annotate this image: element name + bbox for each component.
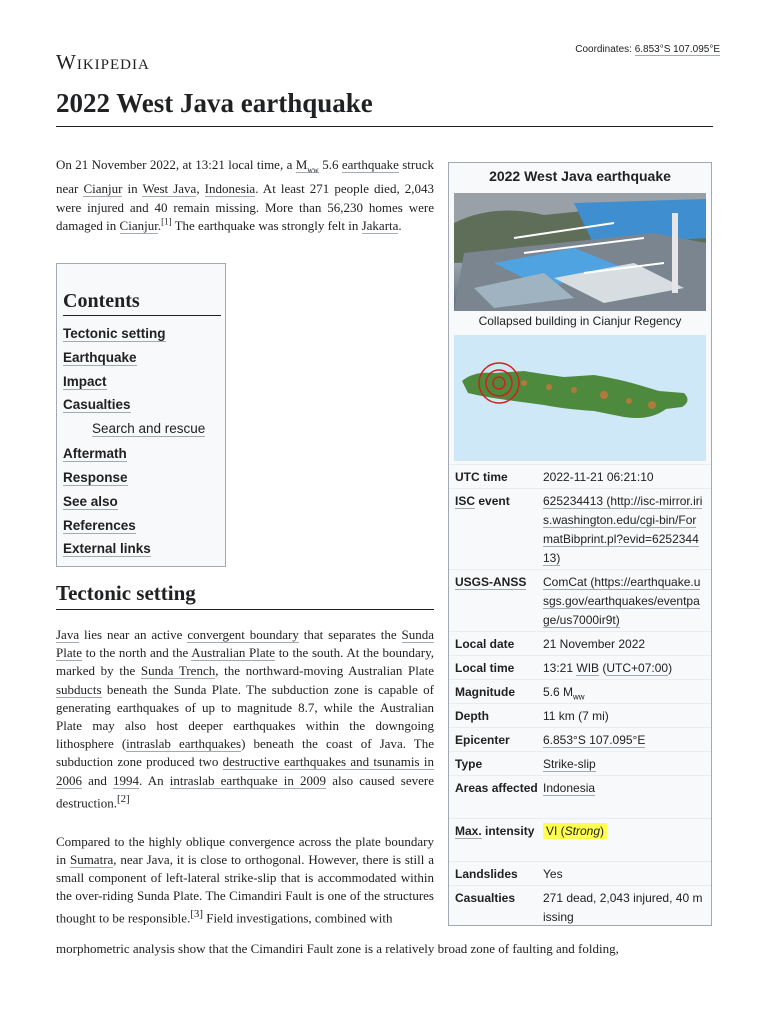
moment-magnitude-link[interactable]: $M_{ww}$	[295, 157, 319, 175]
row-key: UTC time	[455, 470, 508, 484]
tectonic-paragraph-2: Compared to the highly oblique convergence across the plate boundary in Sumatra, near Java, it is close to orthogonal. However, there is still a small component of left-lateral strike-slip that is accommodated within the over-riding Sunda Plate. The Cimandiri Fault is one of the structures thought to be responsible.[3] Field investigations, combined with	[56, 834, 434, 926]
table-of-contents	[56, 263, 226, 567]
infobox-row-local-time	[449, 655, 711, 679]
infobox-row-usgs-anss	[449, 569, 711, 631]
reference-2[interactable]: [2]	[117, 792, 130, 805]
row-value: 11 km (7 mi)	[543, 709, 609, 723]
page-title: 2022 West Java earthquake	[56, 88, 373, 118]
toc-item-aftermath[interactable]: Aftermath	[63, 446, 127, 462]
intraslab-earthquakes-link[interactable]: intraslab earthquakes	[126, 736, 242, 752]
toc-item-impact[interactable]: Impact	[63, 373, 107, 389]
java-link[interactable]: Java	[56, 627, 80, 642]
sunda-trench-link[interactable]: Sunda Trench	[140, 663, 216, 679]
row-key: Epicenter	[455, 733, 510, 747]
row-value: Yes	[543, 867, 563, 881]
cianjur-link[interactable]: Cianjur	[83, 181, 123, 197]
isc-event-link[interactable]: 625234413 (http://isc-mirror.iris.washington.edu/cgi-bin/FormatBibprint.pl?evid=625234413)	[543, 494, 703, 565]
text: On 21 November 2022, at 13:21 local time, a	[56, 157, 296, 172]
convergent-boundary-link[interactable]: convergent boundary	[187, 627, 299, 642]
intro-paragraph	[56, 156, 434, 236]
toc-item-references[interactable]: References	[63, 517, 136, 533]
infobox-row-casualties	[449, 885, 711, 928]
row-value	[539, 752, 711, 775]
infobox-row-depth	[449, 703, 711, 727]
indonesia-area-link[interactable]: Indonesia	[543, 781, 596, 795]
australian-plate-link[interactable]: Australian Plate	[191, 645, 276, 661]
indonesia-link[interactable]: Indonesia	[204, 181, 256, 197]
tectonic-paragraph-2-continued: morphometric analysis show that the Cimandiri Fault zone is a relatively broad zone of faulting and folding,	[56, 941, 619, 956]
isc-link[interactable]: ISC	[455, 494, 476, 508]
row-key: Casualties	[455, 891, 516, 905]
reference-3[interactable]: [3]	[190, 908, 203, 920]
infobox-row-isc-event	[449, 488, 711, 569]
infobox-row-epicenter	[449, 727, 711, 751]
row-key: Depth	[455, 709, 489, 723]
title-divider	[56, 126, 713, 127]
infobox-row-type	[449, 751, 711, 775]
row-value	[539, 819, 711, 861]
sumatra-link[interactable]: Sumatra	[69, 852, 114, 867]
row-key	[449, 570, 539, 631]
row-key: Local time	[455, 661, 515, 675]
row-key: Areas affected	[455, 781, 538, 795]
utc-offset-link[interactable]: UTC+07:00	[606, 661, 669, 675]
tectonic-paragraph-1: Java lies near an active convergent boundary that separates the Sunda Plate to the north and the Australian Plate to the south. At the boundary, marked by the Sunda Trench, the northward-moving Australian Plate subducts beneath the Sunda Plate. The subduction zone is capable of generating earthquakes of up to magnitude 8.7, while the Australian Plate may also host deeper earthquakes within the downgoing lithosphere (intraslab earthquakes) beneath the coast of Java. The subduction zone produced two destructive earthquakes and tsunamis in 2006 and 1994. An intraslab earthquake in 2009 also caused severe destruction.[2]	[56, 627, 435, 811]
row-value: 2022-11-21 06:21:10	[543, 470, 654, 484]
infobox-row-utc-time	[449, 464, 711, 488]
infobox	[448, 162, 712, 926]
row-key: Max. intensity	[455, 824, 535, 838]
text: struck near	[56, 157, 435, 197]
collapsed-building-photo[interactable]	[454, 193, 706, 311]
infobox-rows	[449, 464, 711, 928]
subducts-link[interactable]: subducts	[56, 681, 102, 697]
epicenter-map[interactable]	[454, 335, 706, 461]
wib-link[interactable]: WIB	[576, 661, 600, 675]
infobox-row-max-intensity	[449, 818, 711, 861]
row-value	[539, 570, 711, 631]
row-value	[539, 489, 711, 569]
text: .	[157, 218, 162, 234]
photo-caption: Collapsed building in Cianjur Regency	[478, 314, 682, 328]
row-key: ISC event	[455, 494, 510, 508]
toc-item-response[interactable]: Response	[63, 469, 128, 485]
toc-item-casualties[interactable]: Casualties	[63, 397, 131, 413]
toc-item-search-and-rescue[interactable]: Search and rescue	[92, 421, 206, 437]
text: . At least 271 people died, 2,043 were injured and 40 remain missing. More than 56,230 homes were damaged in	[56, 181, 435, 234]
coordinates-link[interactable]: 6.853°S 107.095°E	[634, 44, 720, 55]
infobox-row-landslides	[449, 861, 711, 885]
row-key: Type	[455, 757, 483, 771]
row-value: 21 November 2022	[543, 637, 646, 651]
toc-item-external-links[interactable]: External links	[63, 541, 151, 557]
row-value	[539, 776, 711, 818]
text: The earthquake was strongly felt in	[171, 218, 362, 234]
row-value: 13:21 WIB (UTC+07:00)	[543, 661, 673, 675]
epicenter-coordinates-link[interactable]: 6.853°S 107.095°E	[543, 733, 646, 747]
infobox-row-magnitude	[449, 679, 711, 703]
strike-slip-link[interactable]: Strike-slip	[543, 757, 596, 771]
row-value: 271 dead, 2,043 injured, 40 missing	[543, 891, 703, 924]
wikipedia-logo[interactable]: Wikipedia	[56, 50, 150, 74]
text: 5.6	[318, 157, 342, 172]
toc-heading: Contents	[63, 290, 221, 316]
comcat-link[interactable]: ComCat (https://earthquake.usgs.gov/earthquakes/eventpage/us7000ir9t)	[543, 575, 701, 627]
usgs-anss-link[interactable]: USGS-ANSS	[455, 575, 527, 589]
text: ,	[196, 181, 205, 197]
intraslab-2009-link[interactable]: intraslab earthquake in 2009	[169, 772, 327, 788]
text: .	[398, 218, 402, 234]
infobox-title: 2022 West Java earthquake	[489, 168, 671, 184]
toc-item-tectonic-setting[interactable]: Tectonic setting	[63, 326, 166, 341]
coordinates-label: Coordinates:	[575, 44, 635, 55]
jakarta-link[interactable]: Jakarta	[361, 218, 399, 234]
max-intensity-link[interactable]: Max.	[455, 824, 482, 838]
toc-item-earthquake[interactable]: Earthquake	[63, 349, 137, 365]
reference-1[interactable]: [1]	[161, 216, 172, 227]
section-heading-tectonic-setting: Tectonic setting	[56, 581, 196, 605]
infobox-row-areas-affected	[449, 775, 711, 818]
section-divider	[56, 609, 434, 610]
1994-link[interactable]: 1994	[113, 772, 140, 788]
west-java-link[interactable]: West Java	[142, 181, 197, 197]
intensity-badge[interactable]: VI (Strong)	[543, 823, 607, 839]
cianjur-link-2[interactable]: Cianjur	[119, 218, 158, 234]
coordinates	[575, 44, 720, 55]
toc-item-see-also[interactable]: See also	[63, 493, 118, 509]
infobox-row-local-date	[449, 631, 711, 655]
row-value: 5.6 $M_{ww}$	[543, 685, 585, 702]
destructive-earthquakes-link[interactable]: destructive earthquakes and tsunamis in 2006	[56, 754, 434, 788]
row-key: Landslides	[455, 867, 518, 881]
row-key: Local date	[455, 637, 515, 651]
row-value	[539, 728, 711, 751]
sunda-plate-link[interactable]: Sunda Plate	[56, 627, 434, 661]
earthquake-link[interactable]: earthquake	[341, 157, 399, 172]
row-key: Magnitude	[455, 685, 515, 699]
text: in	[122, 181, 143, 197]
